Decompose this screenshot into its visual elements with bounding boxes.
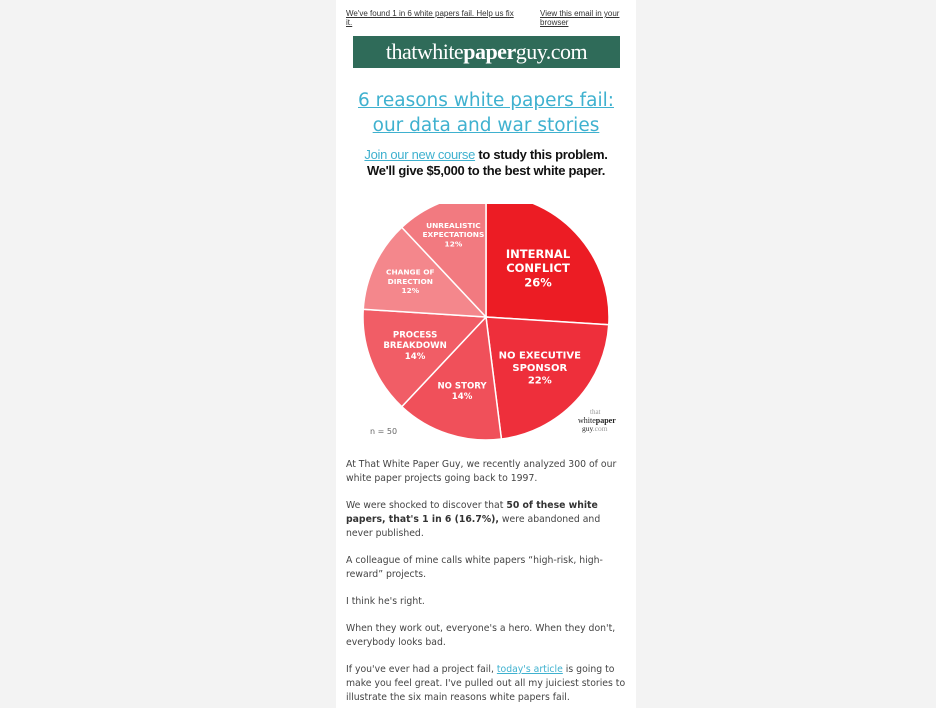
brand-logo[interactable] [353, 36, 620, 68]
pie-label-internal-conflict: INTERNAL CONFLICT 26% [505, 246, 571, 290]
paragraph-5: When they work out, everyone's a hero. When they don't, everybody looks bad. [346, 623, 616, 648]
course-link[interactable]: Join our new course [364, 147, 476, 162]
pie-label-unrealistic-expectations: UNREALISTIC EXPECTATIONS 12% [422, 220, 485, 249]
paragraph-3: A colleague of mine calls white papers “high-risk, high-reward” projects. [346, 555, 603, 580]
pie-label-no-executive-sponsor: NO EXECUTIVE SPONSOR 22% [498, 350, 581, 387]
failure-reasons-pie-chart [352, 204, 622, 444]
logo-text-paper: paper [463, 39, 516, 64]
subhead-text-1: to study this problem. [475, 147, 608, 162]
paragraph-2-post: were abandoned and never published. [346, 514, 601, 539]
headline-link-line1[interactable]: 6 reasons white papers fail: [358, 90, 614, 111]
pie-label-process-breakdown: PROCESS BREAKDOWN 14% [383, 330, 447, 362]
logo-text-guy: guy.com [515, 39, 588, 64]
pie-label-change-of-direction: CHANGE OF DIRECTION 12% [386, 267, 435, 296]
paragraph-2-bold: 50 of these white papers, that's 1 in 6 (16.7%), [346, 500, 598, 525]
pie-chart-svg [352, 204, 622, 444]
paragraph-2 [346, 499, 628, 541]
watermark-whitepaper: whitepaper [578, 416, 616, 425]
view-in-browser-link[interactable]: View this email in your browser [540, 9, 620, 27]
watermark-guycom: guy.com [582, 424, 608, 433]
paragraph-4: I think he's right. [346, 596, 425, 607]
paragraph-6-pre: If you've ever had a project fail, [346, 664, 497, 675]
paragraph-6-post: is going to make you feel great. I've pulled out all my juiciest stories to illustrate the six main reasons white papers fail. [346, 664, 626, 703]
paragraph-6 [346, 663, 628, 705]
headline-link-line2[interactable]: our data and war stories [372, 115, 600, 136]
todays-article-link[interactable]: today's article [496, 664, 563, 675]
chart-watermark-logo [578, 408, 616, 433]
sample-size-label: n = 50 [370, 427, 398, 436]
pie-label-no-story: NO STORY 14% [437, 381, 487, 403]
paragraph-2-pre: We were shocked to discover that [346, 500, 507, 511]
paragraph-1: At That White Paper Guy, we recently analyzed 300 of our white paper projects going back to 1997. [346, 459, 617, 484]
logo-text-thatwhite: thatwhite [385, 39, 464, 64]
watermark-that: that [590, 408, 601, 416]
subheadline [336, 147, 636, 179]
preheader-link[interactable]: We've found 1 in 6 white papers fail. Help us fix it. [346, 9, 514, 27]
email-body [336, 0, 636, 708]
article-body [346, 458, 628, 708]
headline [336, 88, 636, 138]
subhead-text-2: We'll give $5,000 to the best white paper. [366, 163, 606, 178]
